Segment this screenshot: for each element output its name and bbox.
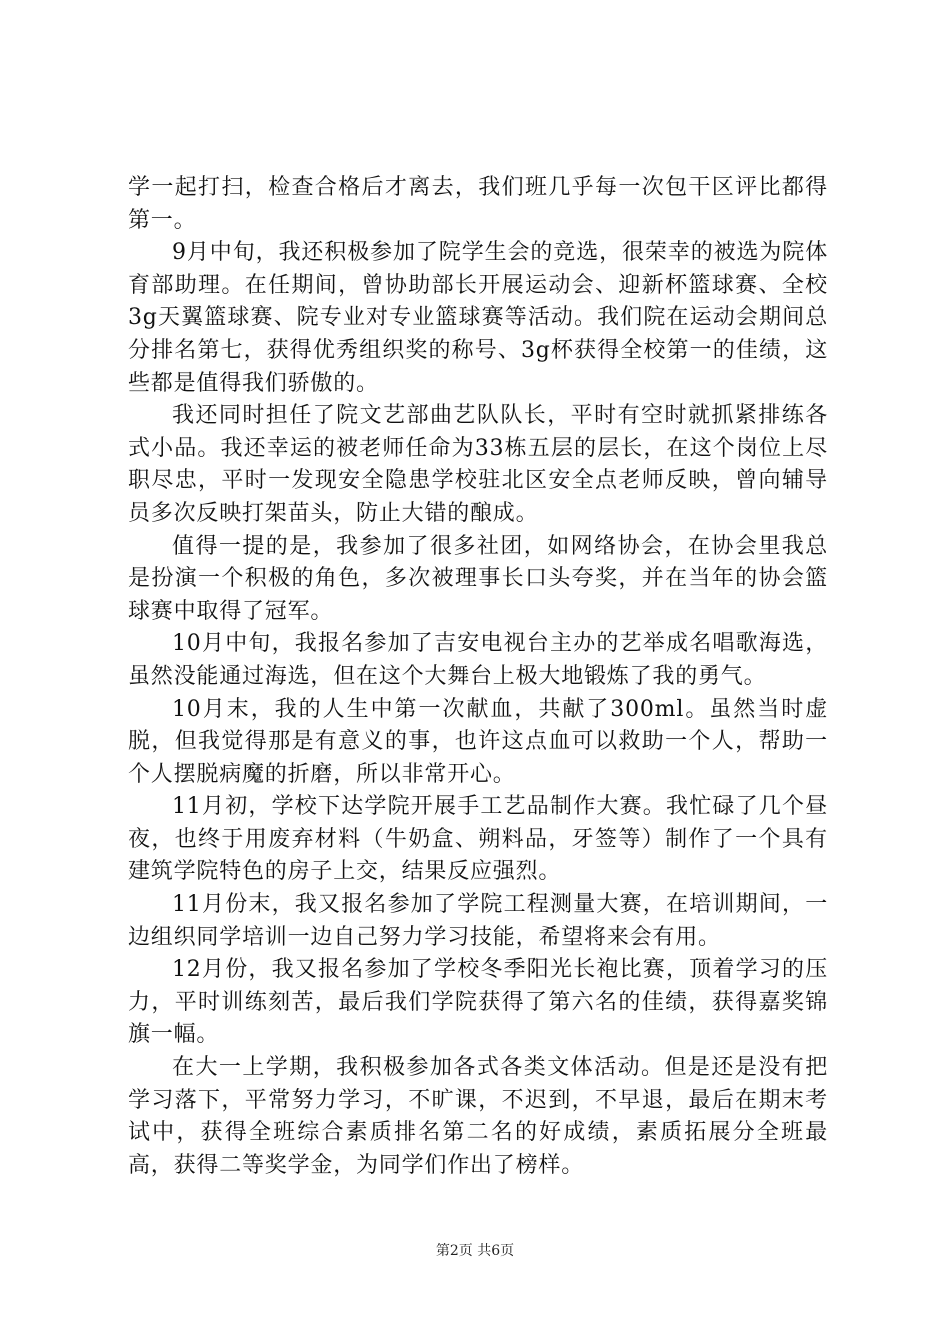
document-body (128, 172, 828, 1182)
page-footer: 第2页 共6页 (435, 1243, 515, 1259)
paragraph-6: 10月末，我的人生中第一次献血，共献了300ml。虽然当时虚脱，但我觉得那是有意义的事，也许这点血可以救助一个人，帮助一个人摆脱病魔的折磨，所以非常开心。 (128, 696, 828, 787)
paragraph-4: 值得一提的是，我参加了很多社团，如网络协会，在协会里我总是扮演一个积极的角色，多次被理事长口头夸奖，并在当年的协会篮球赛中取得了冠军。 (128, 533, 828, 624)
paragraph-10: 在大一上学期，我积极参加各式各类文体活动。但是还是没有把学习落下，平常努力学习，不旷课，不迟到，不早退，最后在期末考试中，获得全班综合素质排名第二名的好成绩，素质拓展分全班最高，获得二等奖学金，为同学们作出了榜样。 (128, 1055, 828, 1178)
paragraph-9: 12月份，我又报名参加了学校冬季阳光长袍比赛，顶着学习的压力，平时训练刻苦，最后我们学院获得了第六名的佳绩，获得嘉奖锦旗一幅。 (128, 957, 828, 1048)
paragraph-3: 我还同时担任了院文艺部曲艺队队长，平时有空时就抓紧排练各式小品。我还幸运的被老师任命为33栋五层的层长，在这个岗位上尽职尽忠，平时一发现安全隐患学校驻北区安全点老师反映，曾向辅导员多次反映打架苗头，防止大错的酿成。 (128, 403, 828, 526)
paragraph-2: 9月中旬，我还积极参加了院学生会的竞选，很荣幸的被选为院体育部助理。在任期间，曾协助部长开展运动会、迎新杯篮球赛、全校3g天翼篮球赛、院专业对专业篮球赛等活动。我们院在运动会期间总分排名第七，获得优秀组织奖的称号、3g杯获得全校第一的佳绩，这些都是值得我们骄傲的。 (128, 240, 828, 396)
paragraph-7: 11月初，学校下达学院开展手工艺品制作大赛。我忙碌了几个昼夜，也终于用废弃材料（牛奶盒、朔料品，牙签等）制作了一个具有建筑学院特色的房子上交，结果反应强烈。 (128, 794, 828, 885)
paragraph-8: 11月份末，我又报名参加了学院工程测量大赛，在培训期间，一边组织同学培训一边自己努力学习技能，希望将来会有用。 (128, 892, 828, 950)
paragraph-1: 学一起打扫，检查合格后才离去，我们班几乎每一次包干区评比都得第一。 (128, 175, 828, 233)
paragraph-5: 10月中旬，我报名参加了吉安电视台主办的艺举成名唱歌海选，虽然没能通过海选，但在这个大舞台上极大地锻炼了我的勇气。 (128, 631, 828, 689)
